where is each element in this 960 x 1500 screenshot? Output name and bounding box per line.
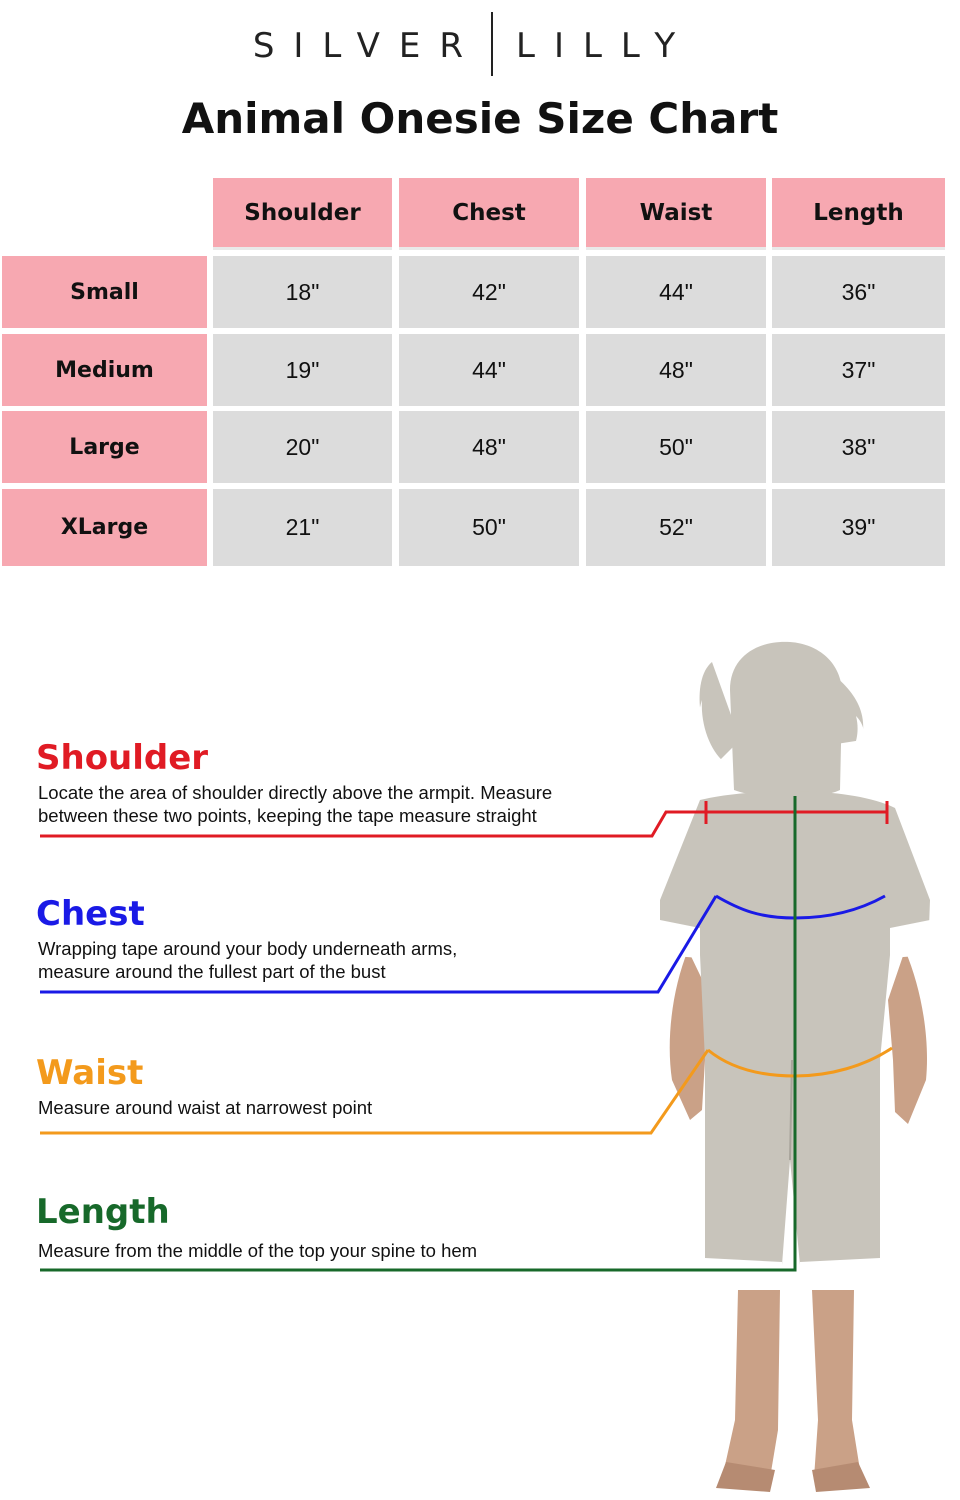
- shoulder-description: [38, 781, 638, 827]
- waist-heading: Waist: [36, 1053, 144, 1093]
- brand-logo: [0, 12, 960, 82]
- table-cell: 50": [399, 489, 579, 566]
- table-cell: 38": [772, 411, 945, 483]
- left-leg-cuff: [705, 1258, 782, 1290]
- row-label-large: Large: [2, 411, 207, 483]
- shoulder-description-line-2: between these two points, keeping the tape measure straight: [38, 805, 537, 826]
- table-cell: 44": [399, 334, 579, 406]
- length-description: [38, 1239, 638, 1262]
- brand-left-word: SILVER: [252, 26, 482, 66]
- waist-description: [38, 1096, 638, 1119]
- table-cell: 52": [586, 489, 766, 566]
- shoulder-description-line-1: Locate the area of shoulder directly above the armpit. Measure: [38, 782, 553, 803]
- chest-description: [38, 937, 638, 983]
- table-cell: 48": [586, 334, 766, 406]
- waist-description-line-1: Measure around waist at narrowest point: [38, 1097, 373, 1118]
- length-heading: Length: [36, 1192, 170, 1232]
- column-header-length: Length: [772, 178, 945, 250]
- chest-description-line-1: Wrapping tape around your body underneath arms,: [38, 938, 458, 959]
- right-leg-cuff: [800, 1258, 880, 1290]
- chest-description-line-2: measure around the fullest part of the bust: [38, 961, 386, 982]
- table-cell: 48": [399, 411, 579, 483]
- table-cell: 21": [213, 489, 392, 566]
- column-header-waist: Waist: [586, 178, 766, 250]
- row-label-medium: Medium: [2, 334, 207, 406]
- table-cell: 18": [213, 256, 392, 328]
- column-header-shoulder: Shoulder: [213, 178, 392, 250]
- table-cell: 37": [772, 334, 945, 406]
- table-cell: 20": [213, 411, 392, 483]
- table-cell: 36": [772, 256, 945, 328]
- length-description-line-1: Measure from the middle of the top your spine to hem: [38, 1240, 478, 1261]
- row-label-xlarge: XLarge: [2, 489, 207, 566]
- column-header-chest: Chest: [399, 178, 579, 250]
- table-cell: 44": [586, 256, 766, 328]
- table-cell: 50": [586, 411, 766, 483]
- brand-divider: [491, 12, 493, 76]
- page-title: Animal Onesie Size Chart: [181, 94, 779, 143]
- brand-right-word: LILLY: [516, 26, 695, 66]
- table-cell: 19": [213, 334, 392, 406]
- hood: [730, 642, 842, 798]
- table-cell: 39": [772, 489, 945, 566]
- shoulder-heading: Shoulder: [36, 738, 209, 778]
- row-label-small: Small: [2, 256, 207, 328]
- table-cell: 42": [399, 256, 579, 328]
- chest-heading: Chest: [36, 894, 145, 934]
